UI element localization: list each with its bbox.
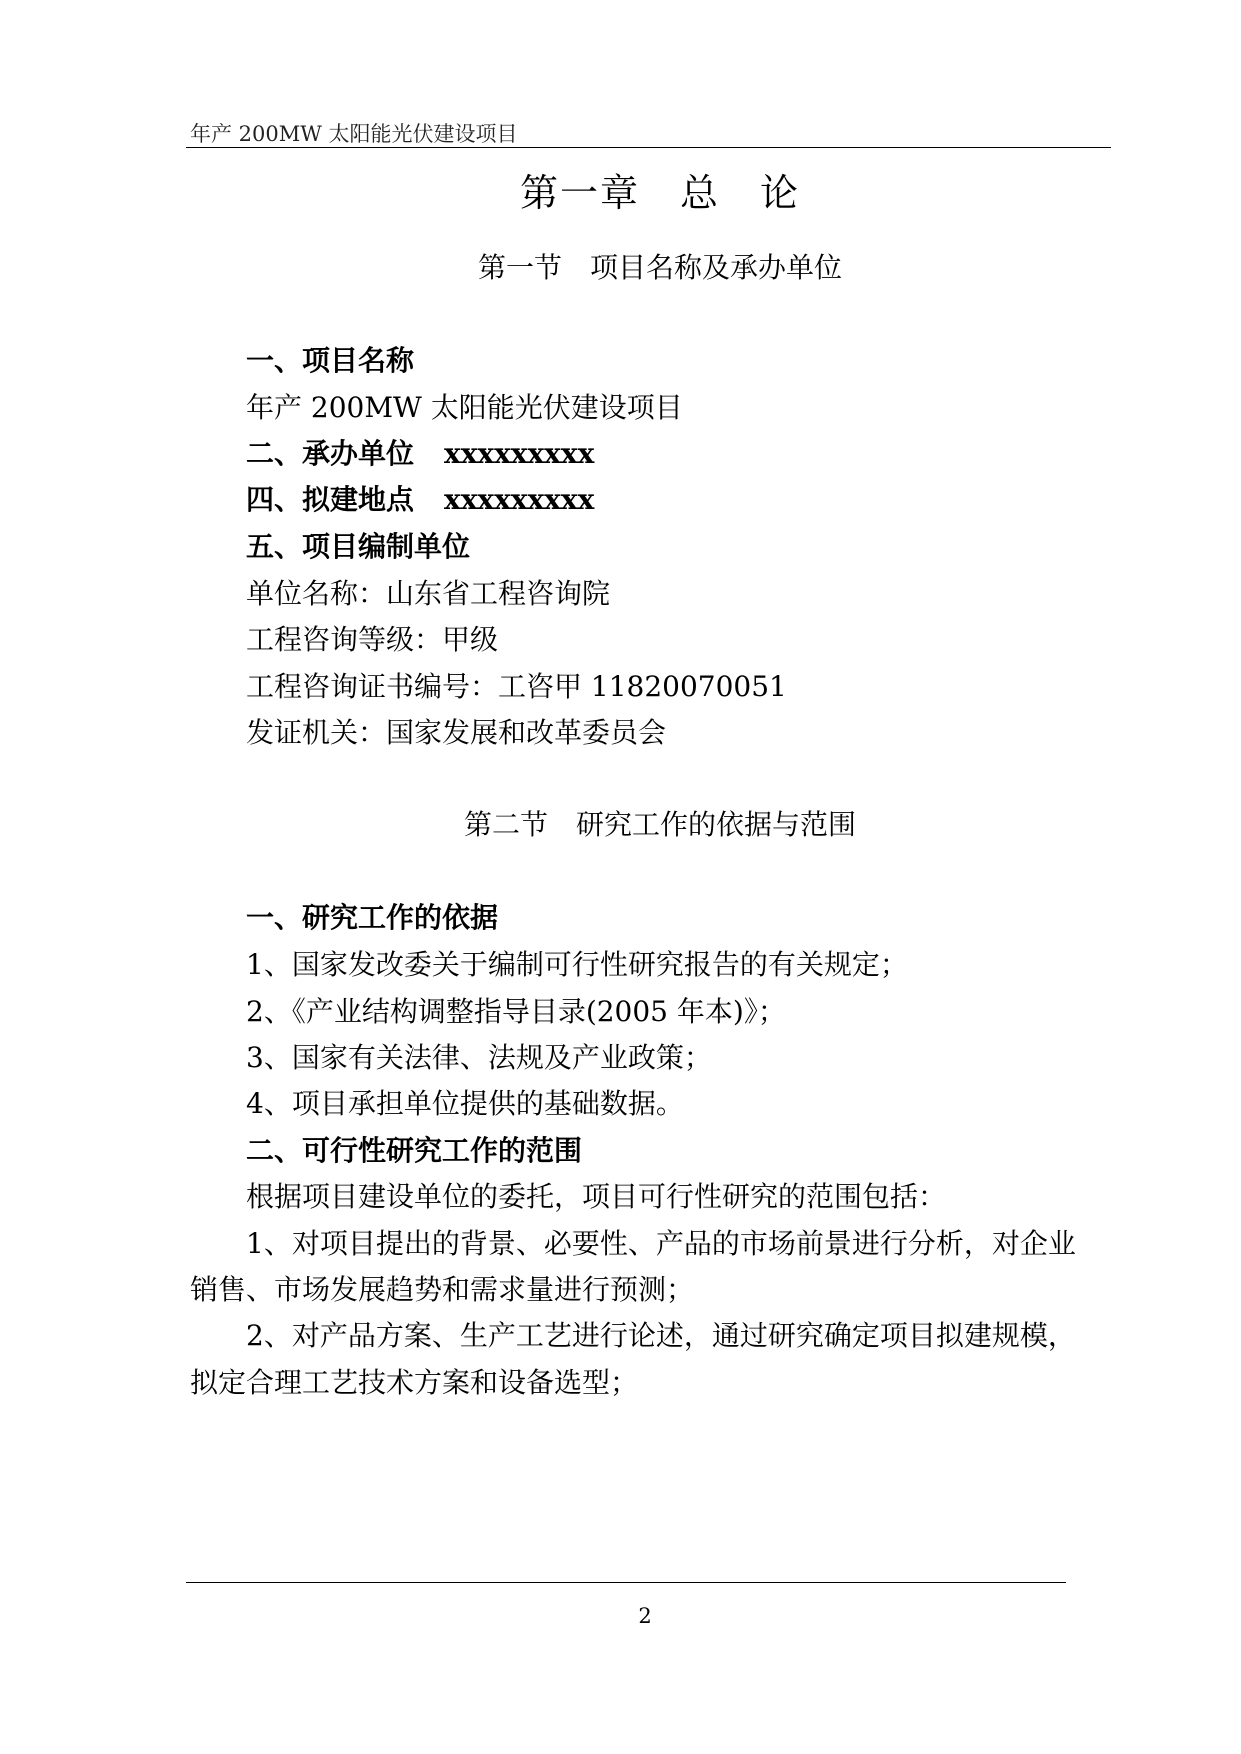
heading-basis: 一、研究工作的依据	[246, 901, 499, 934]
header-rule	[186, 147, 1111, 148]
heading-project-name: 一、项目名称	[246, 344, 415, 377]
section-title-1: 第一节 项目名称及承办单位	[477, 251, 842, 284]
basis-item: 1、国家发改委关于编制可行性研究报告的有关规定；	[246, 948, 908, 981]
scope-intro: 根据项目建设单位的委托，项目可行性研究的范围包括：	[246, 1180, 947, 1213]
scope-item-2-line-1: 2、对产品方案、生产工艺进行论述，通过研究确定项目拟建规模，	[246, 1319, 1076, 1352]
scope-item-1-line-2: 销售、市场发展趋势和需求量进行预测；	[190, 1273, 695, 1306]
scope-item-1-line-1: 1、对项目提出的背景、必要性、产品的市场前景进行分析，对企业	[246, 1227, 1076, 1260]
footer-rule	[186, 1582, 1066, 1583]
site-label: 四、拟建地点	[246, 483, 415, 516]
sponsor-label: 二、承办单位	[246, 437, 415, 470]
basis-item: 2、《产业结构调整指导目录(2005 年本)》；	[246, 995, 786, 1028]
scope-item-2-line-2: 拟定合理工艺技术方案和设备选型；	[190, 1366, 639, 1399]
compiler-line: 工程咨询证书编号：工咨甲 11820070051	[246, 670, 787, 703]
sponsor-value: xxxxxxxxx	[444, 437, 595, 470]
running-header: 年产 200MW 太阳能光伏建设项目	[190, 122, 518, 146]
compiler-line: 单位名称：山东省工程咨询院	[246, 577, 611, 610]
compiler-line: 工程咨询等级：甲级	[246, 623, 499, 656]
page-number: 2	[638, 1604, 652, 1628]
basis-item: 3、国家有关法律、法规及产业政策；	[246, 1041, 712, 1074]
basis-item: 4、项目承担单位提供的基础数据。	[246, 1087, 684, 1120]
heading-scope: 二、可行性研究工作的范围	[246, 1134, 583, 1167]
compiler-line: 发证机关：国家发展和改革委员会	[246, 716, 667, 749]
heading-site	[246, 478, 594, 518]
section-title-2: 第二节 研究工作的依据与范围	[463, 808, 856, 841]
heading-compiler: 五、项目编制单位	[246, 530, 471, 563]
chapter-title: 第一章 总 论	[519, 171, 800, 215]
heading-sponsor	[246, 432, 594, 472]
project-name-text: 年产 200MW 太阳能光伏建设项目	[246, 391, 683, 424]
site-value: xxxxxxxxx	[444, 483, 595, 516]
